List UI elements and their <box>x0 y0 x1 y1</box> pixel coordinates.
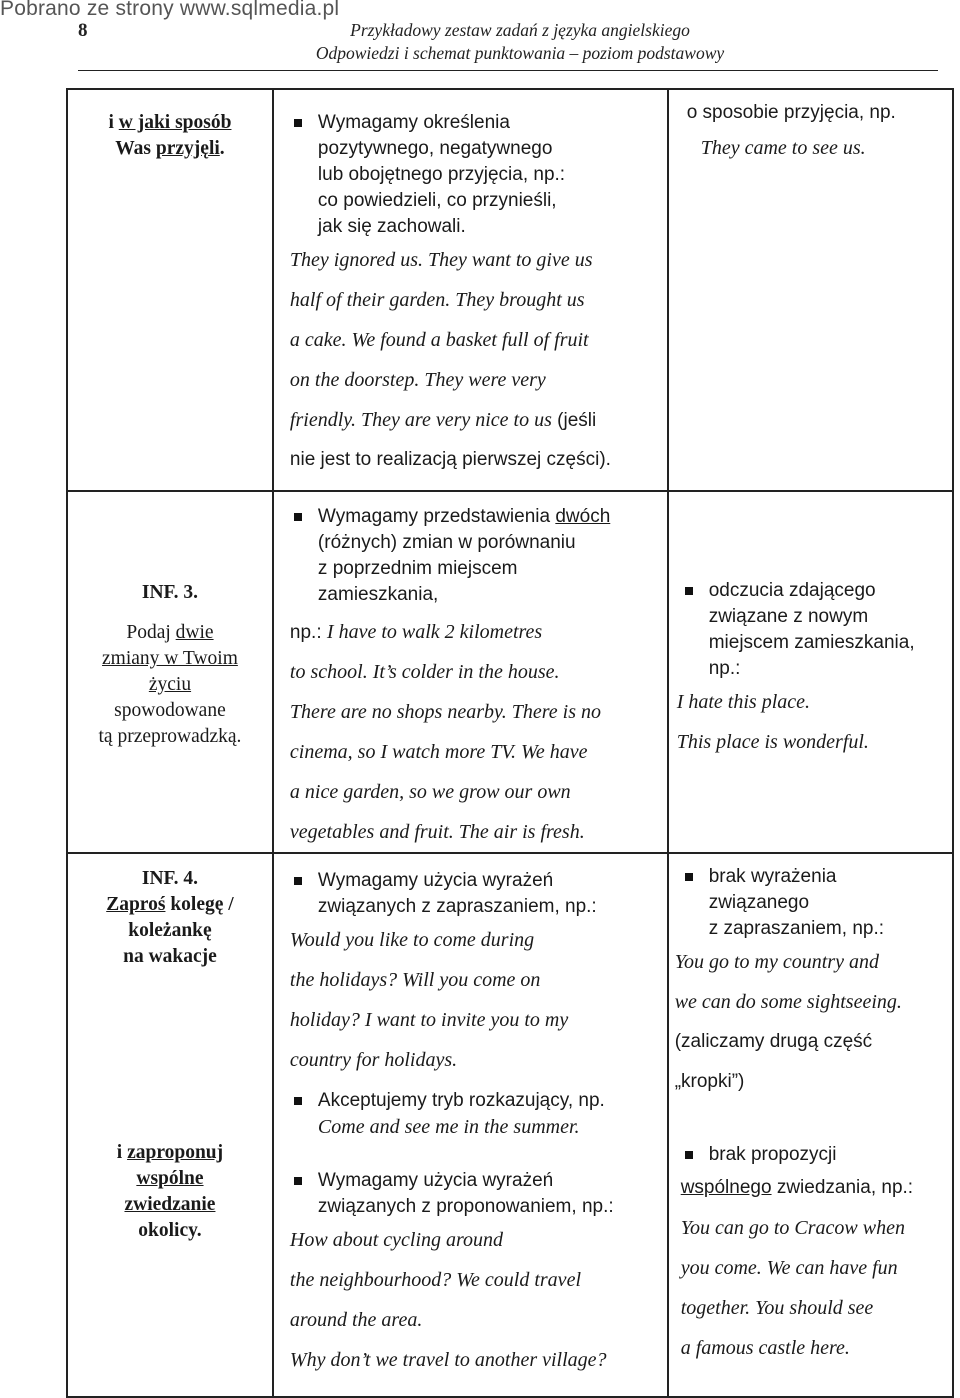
task-label: INF. 4. Zaproś kolegę / koleżankę na wakacje <box>106 868 234 967</box>
fail-example: You can go to Cracow when you come. We can have fun together. You should see a famous castle here. <box>680 1217 905 1359</box>
bullet-icon <box>294 1177 302 1185</box>
bullet-item: Wymagamy użycia wyrażeń związanych z zapraszaniem, np.: <box>288 868 667 920</box>
bullet-icon <box>685 873 693 881</box>
task-cell <box>67 853 273 1397</box>
table-row <box>67 89 953 491</box>
example-block: np.: I have to walk 2 kilometres to school. It’s colder in the house. There are no shops nearby. There is no cinema, so I watch more TV. We have a nice garden, so we grow our own vegetables and fruit. The air is fresh. <box>289 621 602 843</box>
bullet-item: brak wyrażenia związanego z zapraszaniem, np.: <box>679 864 952 942</box>
requirements-cell <box>273 853 668 1397</box>
requirements-cell <box>273 491 668 853</box>
requirements-cell <box>273 89 668 491</box>
fail-example: You go to my country and we can do some sightseeing. <box>674 951 902 1013</box>
bullet-icon <box>685 587 693 595</box>
watermark: Pobrano ze strony www.sqlmedia.pl <box>0 0 340 20</box>
page-number: 8 <box>78 20 88 41</box>
bullet-item: Wymagamy przedstawienia dwóch (różnych) zmian w porównaniu z poprzednim miejscem zamieszkania, <box>288 504 667 608</box>
table-row <box>67 853 953 1397</box>
fail-example: I hate this place. This place is wonderful. <box>676 691 869 753</box>
fail-text: wspólnego zwiedzania, np.: <box>680 1177 914 1198</box>
header-subtitle: Odpowiedzi i schemat punktowania – poziom podstawowy <box>315 43 725 63</box>
fail-text: o sposobie przyjęcia, np. <box>686 102 896 123</box>
scoring-table <box>66 88 954 1398</box>
example-block: They ignored us. They want to give us half of their garden. They brought us a cake. We found a basket full of fruit on the doorstep. They were very friendly. They are very nice to us (jeśli <box>289 249 597 431</box>
header-rule <box>78 70 938 71</box>
note: nie jest to realizacją pierwszej części). <box>289 449 611 470</box>
bullet-icon <box>294 877 302 885</box>
fail-cell <box>668 89 953 491</box>
fail-example: They came to see us. <box>700 137 866 159</box>
example-block: How about cycling around the neighbourhood? We could travel around the area. Why don’t we travel to another village? <box>289 1229 607 1371</box>
bullet-icon <box>294 119 302 127</box>
bullet-icon <box>294 1097 302 1105</box>
fail-cell <box>668 491 953 853</box>
bullet-item: Wymagamy użycia wyrażeń związanych z proponowaniem, np.: <box>288 1168 667 1220</box>
fail-cell <box>668 853 953 1397</box>
bullet-item: Wymagamy określenia pozytywnego, negatywnego lub obojętnego przyjęcia, np.: co powiedzieli, co przynieśli, jak się zachowali. <box>288 110 667 240</box>
task-label: INF. 3. Podaj dwie zmiany w Twoim życiu spowodowane tą przeprowadzką. <box>98 582 242 747</box>
task-label: i w jaki sposób Was przyjęli. <box>108 112 232 159</box>
bullet-item: Akceptujemy tryb rozkazujący, np. Come and see me in the summer. <box>288 1088 667 1140</box>
bullet-icon <box>294 513 302 521</box>
bullet-item: brak propozycji <box>679 1142 952 1168</box>
task-label-2: i zaproponuj wspólne zwiedzanie okolicy. <box>116 1142 224 1241</box>
header-title: Przykładowy zestaw zadań z języka angielskiego <box>350 20 690 40</box>
bullet-item: odczucia zdającego związane z nowym miejscem zamieszkania, np.: <box>679 578 952 682</box>
example-block: Would you like to come during the holidays? Will you come on holiday? I want to invite you to my country for holidays. <box>289 929 569 1071</box>
task-cell <box>67 491 273 853</box>
note: (zaliczamy drugą część „kropki”) <box>674 1031 873 1092</box>
bullet-icon <box>685 1151 693 1159</box>
task-cell <box>67 89 273 491</box>
table-row <box>67 491 953 853</box>
